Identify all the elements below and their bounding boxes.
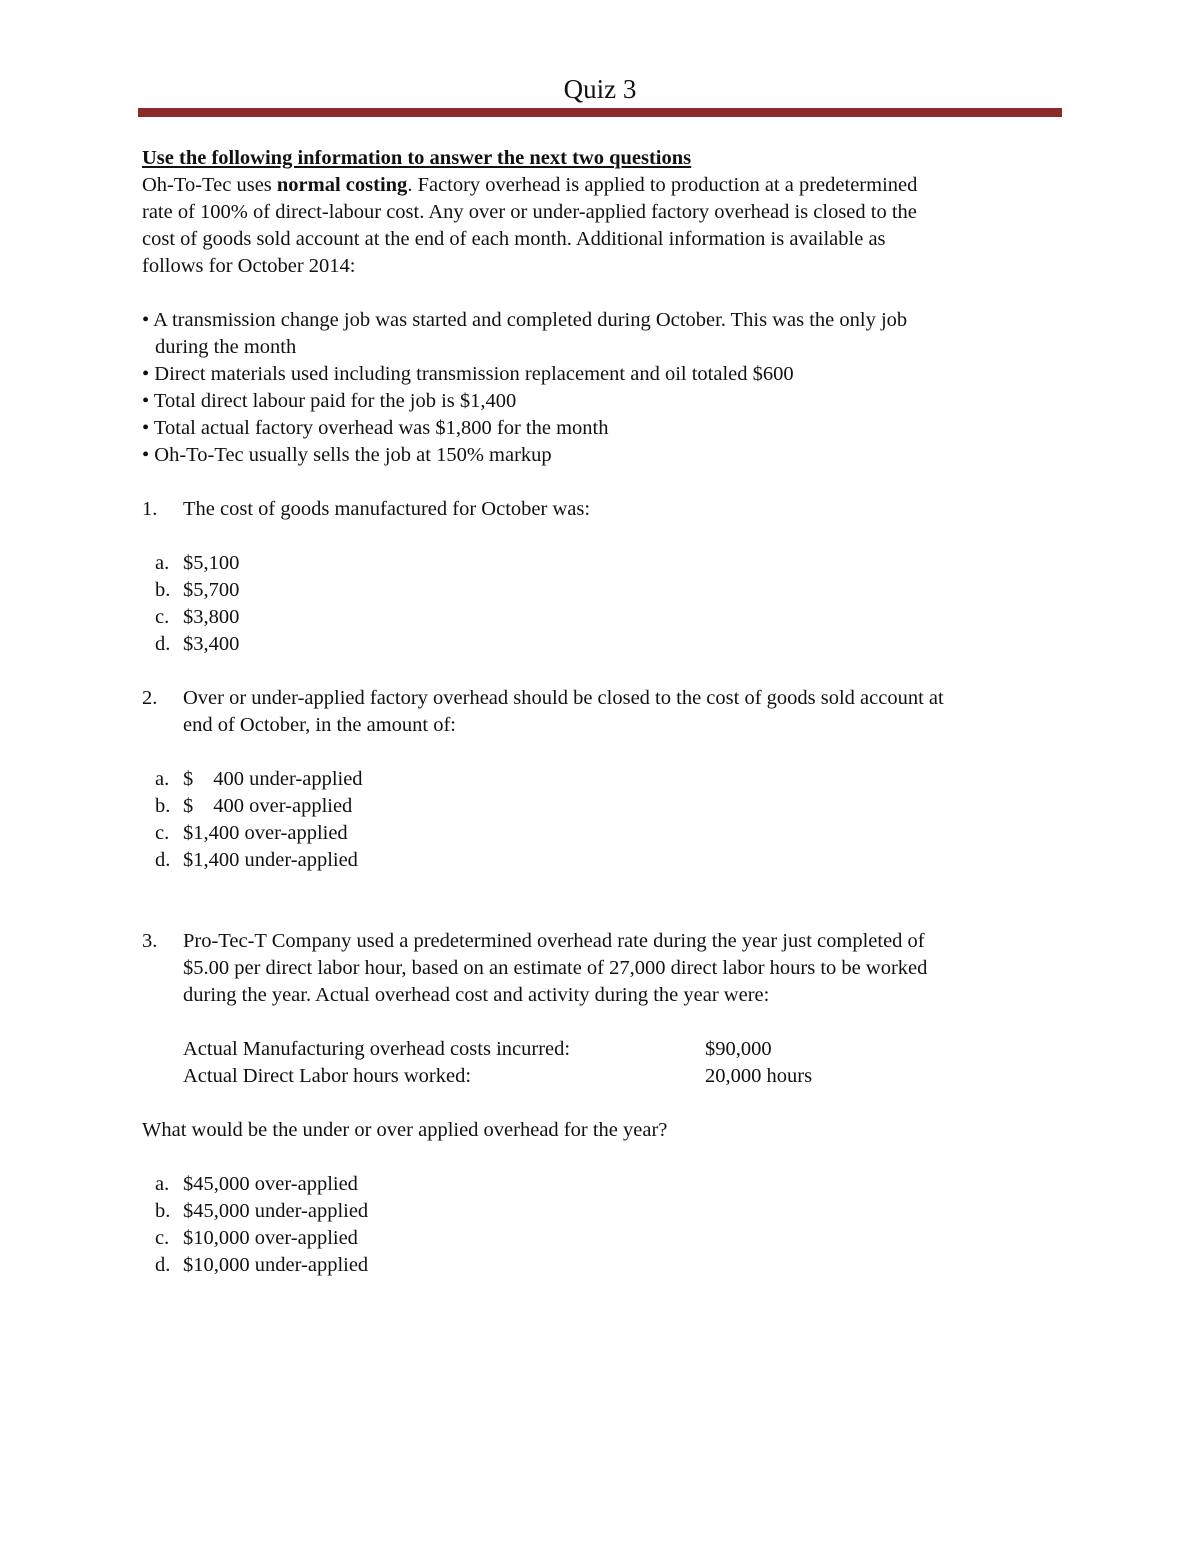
question-2-option-d <box>142 847 1062 874</box>
option-text: $10,000 over-applied <box>183 1227 358 1249</box>
option-currency: $ <box>183 795 194 817</box>
question-3-option-b <box>142 1198 1062 1225</box>
bullet-3: • Total direct labour paid for the job is $1,400 <box>142 390 517 412</box>
question-2-text-2: end of October, in the amount of: <box>183 714 457 736</box>
intro-line-1-end: . Factory overhead is applied to production at a predetermined <box>407 174 918 196</box>
option-letter: b. <box>155 1200 171 1222</box>
bullet-1-line-1: • A transmission change job was started and completed during October. This was the only job <box>142 309 908 331</box>
intro-bold-term: normal costing <box>276 174 408 196</box>
question-1-option-c <box>142 604 1062 631</box>
intro-line-2: rate of 100% of direct-labour cost. Any over or under-applied factory overhead is closed to the <box>142 201 917 223</box>
option-amount: 400 over-applied <box>213 795 353 817</box>
question-3-option-c <box>142 1225 1062 1252</box>
option-letter: c. <box>155 822 170 844</box>
page-title: Quiz 3 <box>563 74 637 104</box>
question-2-number: 2. <box>142 687 158 709</box>
bullet-4: • Total actual factory overhead was $1,800 for the month <box>142 417 609 439</box>
question-3-number: 3. <box>142 930 158 952</box>
question-2-line-1 <box>142 685 1062 712</box>
question-2-option-c <box>142 820 1062 847</box>
bullet-1-line-2: during the month <box>155 336 297 358</box>
option-letter: d. <box>155 633 171 655</box>
option-letter: b. <box>155 795 171 817</box>
fact-value: $90,000 <box>705 1038 772 1060</box>
question-3-option-d <box>142 1252 1062 1279</box>
option-letter: a. <box>155 768 170 790</box>
question-1-number: 1. <box>142 498 158 520</box>
intro-line-4: follows for October 2014: <box>142 255 356 277</box>
fact-label: Actual Direct Labor hours worked: <box>183 1065 472 1087</box>
option-text: $5,700 <box>183 579 240 601</box>
option-letter: d. <box>155 849 171 871</box>
option-letter: b. <box>155 579 171 601</box>
intro-line-1 <box>142 172 1062 199</box>
option-text: $1,400 over-applied <box>183 822 348 844</box>
question-1-option-d <box>142 631 1062 658</box>
question-1-option-b <box>142 577 1062 604</box>
bullet-2: • Direct materials used including transmission replacement and oil totaled $600 <box>142 363 794 385</box>
question-3-text-3: during the year. Actual overhead cost and activity during the year were: <box>183 984 770 1006</box>
question-2-text-1: Over or under-applied factory overhead should be closed to the cost of goods sold account at <box>183 687 944 709</box>
option-text: $3,800 <box>183 606 240 628</box>
option-letter: a. <box>155 1173 170 1195</box>
intro-line-1-start: Oh-To-Tec uses <box>142 174 277 196</box>
option-text: $5,100 <box>183 552 240 574</box>
question-3-option-a <box>142 1171 1062 1198</box>
bullet-5: • Oh-To-Tec usually sells the job at 150% markup <box>142 444 552 466</box>
question-3-line-3 <box>142 982 1062 1009</box>
fact-value: 20,000 hours <box>705 1065 813 1087</box>
option-currency: $ <box>183 768 194 790</box>
question-3-prompt: What would be the under or over applied overhead for the year? <box>142 1119 668 1141</box>
question-2-option-a <box>142 766 1062 793</box>
question-1 <box>142 496 1062 523</box>
quiz-body <box>142 145 1062 1279</box>
question-2-line-2 <box>142 712 1062 739</box>
option-amount: 400 under-applied <box>213 768 363 790</box>
question-1-text: The cost of goods manufactured for October was: <box>183 498 591 520</box>
intro-heading: Use the following information to answer the next two questions <box>142 147 692 169</box>
option-text: $3,400 <box>183 633 240 655</box>
question-2-option-b <box>142 793 1062 820</box>
option-text <box>183 766 363 793</box>
question-3-text-2: $5.00 per direct labor hour, based on an estimate of 27,000 direct labor hours to be worked <box>183 957 928 979</box>
option-letter: d. <box>155 1254 171 1276</box>
question-3-line-2 <box>142 955 1062 982</box>
fact-row-overhead <box>142 1036 1062 1063</box>
question-3-text-1: Pro-Tec-T Company used a predetermined overhead rate during the year just completed of <box>183 930 925 952</box>
intro-line-3: cost of goods sold account at the end of each month. Additional information is available as <box>142 228 886 250</box>
title-divider <box>138 108 1062 117</box>
question-1-option-a <box>142 550 1062 577</box>
option-text: $45,000 over-applied <box>183 1173 358 1195</box>
question-3-line-1 <box>142 928 1062 955</box>
option-letter: a. <box>155 552 170 574</box>
fact-row-labor-hours <box>142 1063 1062 1090</box>
option-letter: c. <box>155 606 170 628</box>
option-letter: c. <box>155 1227 170 1249</box>
fact-label: Actual Manufacturing overhead costs incurred: <box>183 1038 571 1060</box>
option-text: $45,000 under-applied <box>183 1200 369 1222</box>
option-text: $1,400 under-applied <box>183 849 358 871</box>
option-text <box>183 793 352 820</box>
option-text: $10,000 under-applied <box>183 1254 369 1276</box>
